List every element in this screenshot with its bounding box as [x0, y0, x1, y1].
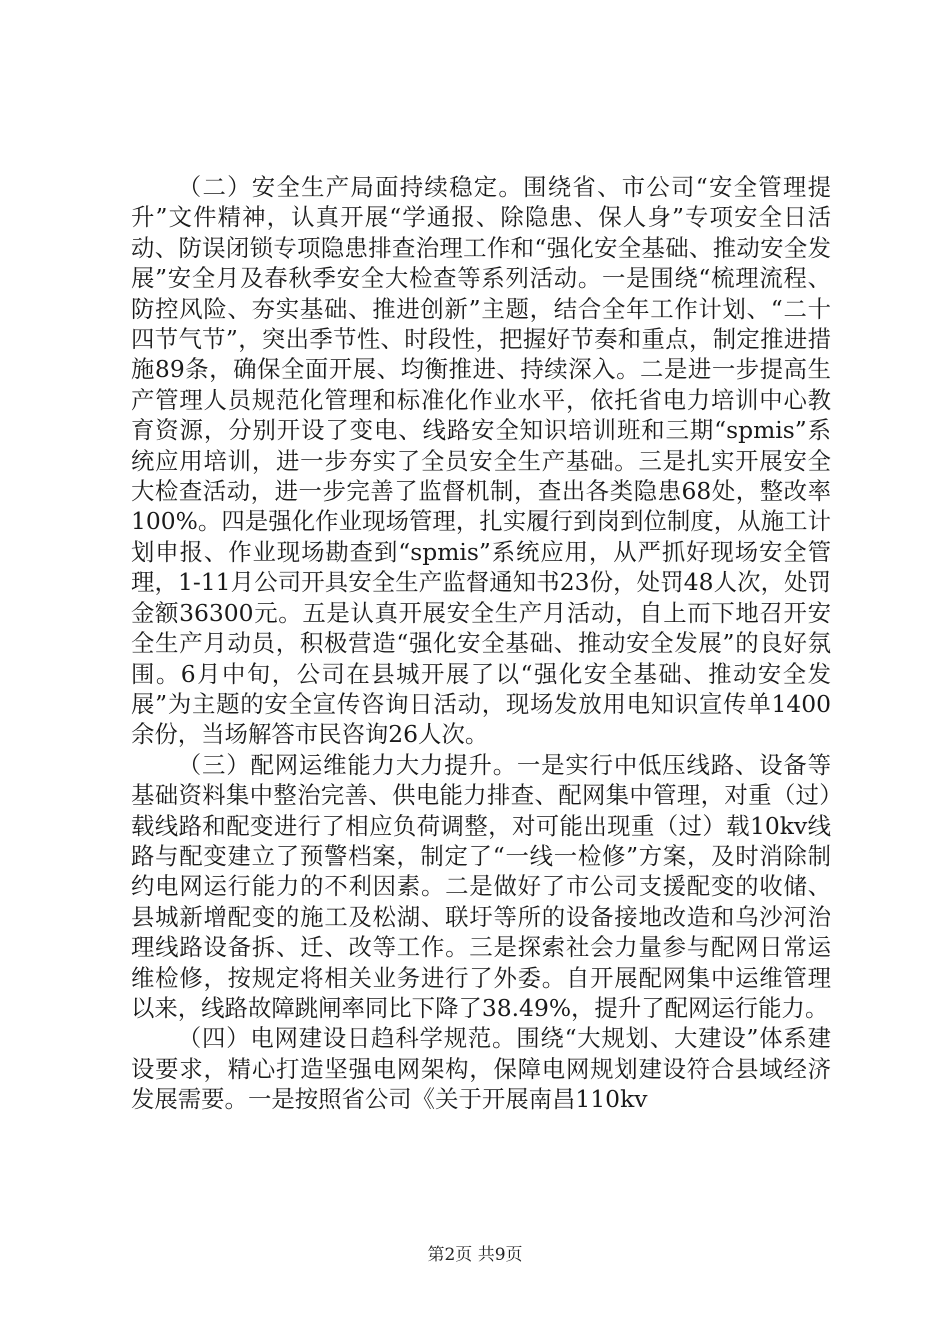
paragraph-distribution-network: （三）配网运维能力大力提升。一是实行中低压线路、设备等基础资料集中整治完善、供电能力排查、配网集中管理，对重（过）载线路和配变进行了相应负荷调整，对可能出现重（过）载10kv线路与配变建立了预警档案，制定了“一线一检修”方案，及时消除制约电网运行能力的不利因素。二是做好了市公司支援配变的收储、县城新增配变的施工及松湖、联圩等所的设备接地改造和乌沙河治理线路设备拆、迁、改等工作。三是探索社会力量参与配网日常运维检修，按规定将相关业务进行了外委。自开展配网集中运维管理以来，线路故障跳闸率同比下降了38.49%，提升了配网运行能力。	[131, 750, 831, 1022]
paragraph-grid-construction: （四）电网建设日趋科学规范。围绕“大规划、大建设”体系建设要求，精心打造坚强电网架构，保障电网规划建设符合县域经济发展需要。一是按照省公司《关于开展南昌110kv	[131, 1024, 831, 1114]
document-body	[131, 172, 831, 1115]
paragraph-safety-production: （二）安全生产局面持续稳定。围绕省、市公司“安全管理提升”文件精神，认真开展“学通报、除隐患、保人身”专项安全日活动、防误闭锁专项隐患排查治理工作和“强化安全基础、推动安全发展”安全月及春秋季安全大检查等系列活动。一是围绕“梳理流程、防控风险、夯实基础、推进创新”主题，结合全年工作计划、“二十四节气节”，突出季节性、时段性，把握好节奏和重点，制定推进措施89条，确保全面开展、均衡推进、持续深入。二是进一步提高生产管理人员规范化管理和标准化作业水平，依托省电力培训中心教育资源，分别开设了变电、线路安全知识培训班和三期“spmis”系统应用培训，进一步夯实了全员安全生产基础。三是扎实开展安全大检查活动，进一步完善了监督机制，查出各类隐患68处，整改率100%。四是强化作业现场管理，扎实履行到岗到位制度，从施工计划申报、作业现场勘查到“spmis”系统应用，从严抓好现场安全管理，1-11月公司开具安全生产监督通知书23份，处罚48人次，处罚金额36300元。五是认真开展安全生产月活动，自上而下地召开安全生产月动员，积极营造“强化安全基础、推动安全发展”的良好氛围。6月中旬，公司在县城开展了以“强化安全基础、推动安全发展”为主题的安全宣传咨询日活动，现场发放用电知识宣传单1400余份，当场解答市民咨询26人次。	[131, 173, 831, 749]
page-footer: 第2页 共9页	[427, 1245, 523, 1265]
